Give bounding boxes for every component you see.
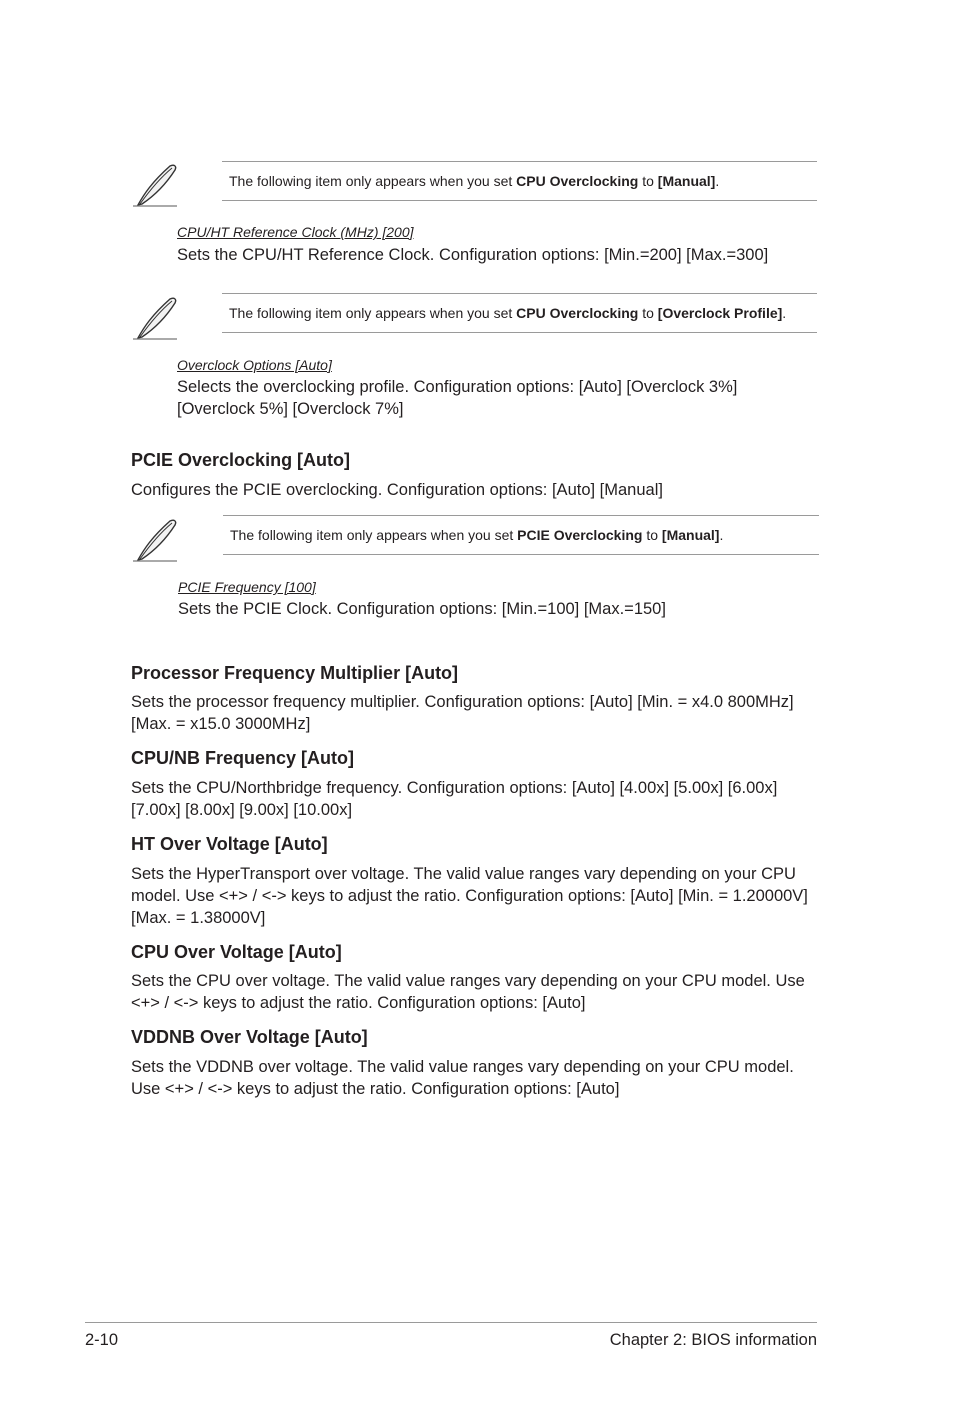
note-text: The following item only appears when you set CPU Overclocking to [Overclock Profile]. bbox=[229, 305, 787, 321]
section-description: Configures the PCIE overclocking. Configuration options: [Auto] [Manual] bbox=[131, 481, 663, 499]
subitem-title: CPU/HT Reference Clock (MHz) [200] bbox=[177, 224, 414, 240]
chapter-title: Chapter 2: BIOS information bbox=[609, 1331, 817, 1349]
section-description: Sets the CPU over voltage. The valid value ranges vary depending on your CPU model. Use <+> / <-> keys to adjust the ratio. Configuration options: [Auto] bbox=[131, 972, 805, 1012]
section-description: Sets the HyperTransport over voltage. The valid value ranges vary depending on your CPU model. Use <+> / <-> keys to adjust the ratio. Configuration options: [Auto] [Min. = 1.20000V] [Max. = 1.38000V] bbox=[131, 865, 808, 927]
subitem-title: PCIE Frequency [100] bbox=[178, 579, 316, 595]
note-quill-icon bbox=[130, 515, 180, 563]
note-text: The following item only appears when you set PCIE Overclocking to [Manual]. bbox=[230, 527, 724, 543]
note-box bbox=[222, 161, 817, 201]
section-heading: PCIE Overclocking [Auto] bbox=[131, 450, 351, 470]
section-heading: HT Over Voltage [Auto] bbox=[131, 834, 328, 854]
section-heading: CPU Over Voltage [Auto] bbox=[131, 942, 342, 962]
note-text: The following item only appears when you set CPU Overclocking to [Manual]. bbox=[229, 173, 720, 189]
note-box bbox=[223, 515, 819, 555]
note-box bbox=[222, 293, 817, 333]
section-heading: VDDNB Over Voltage [Auto] bbox=[131, 1027, 368, 1047]
section-heading: CPU/NB Frequency [Auto] bbox=[131, 748, 355, 768]
section-description: Sets the CPU/Northbridge frequency. Configuration options: [Auto] [4.00x] [5.00x] [6.00x] [7.00x] [8.00x] [9.00x] [10.00x] bbox=[131, 779, 778, 819]
note-quill-icon bbox=[130, 293, 180, 341]
subitem-description: Sets the PCIE Clock. Configuration options: [Min.=100] [Max.=150] bbox=[178, 600, 666, 618]
section-description: Sets the processor frequency multiplier. Configuration options: [Auto] [Min. = x4.0 800MHz] [Max. = x15.0 3000MHz] bbox=[131, 693, 794, 733]
footer-divider bbox=[85, 1322, 817, 1323]
note-quill-icon bbox=[130, 160, 180, 208]
page-number: 2-10 bbox=[85, 1331, 119, 1349]
subitem-title: Overclock Options [Auto] bbox=[177, 357, 332, 373]
section-description: Sets the VDDNB over voltage. The valid value ranges vary depending on your CPU model. Use <+> / <-> keys to adjust the ratio. Configuration options: [Auto] bbox=[131, 1058, 794, 1098]
section-heading: Processor Frequency Multiplier [Auto] bbox=[131, 663, 459, 683]
subitem-description: Selects the overclocking profile. Configuration options: [Auto] [Overclock 3%] [Overclock 5%] [Overclock 7%] bbox=[177, 378, 738, 418]
subitem-description: Sets the CPU/HT Reference Clock. Configuration options: [Min.=200] [Max.=300] bbox=[177, 246, 769, 264]
